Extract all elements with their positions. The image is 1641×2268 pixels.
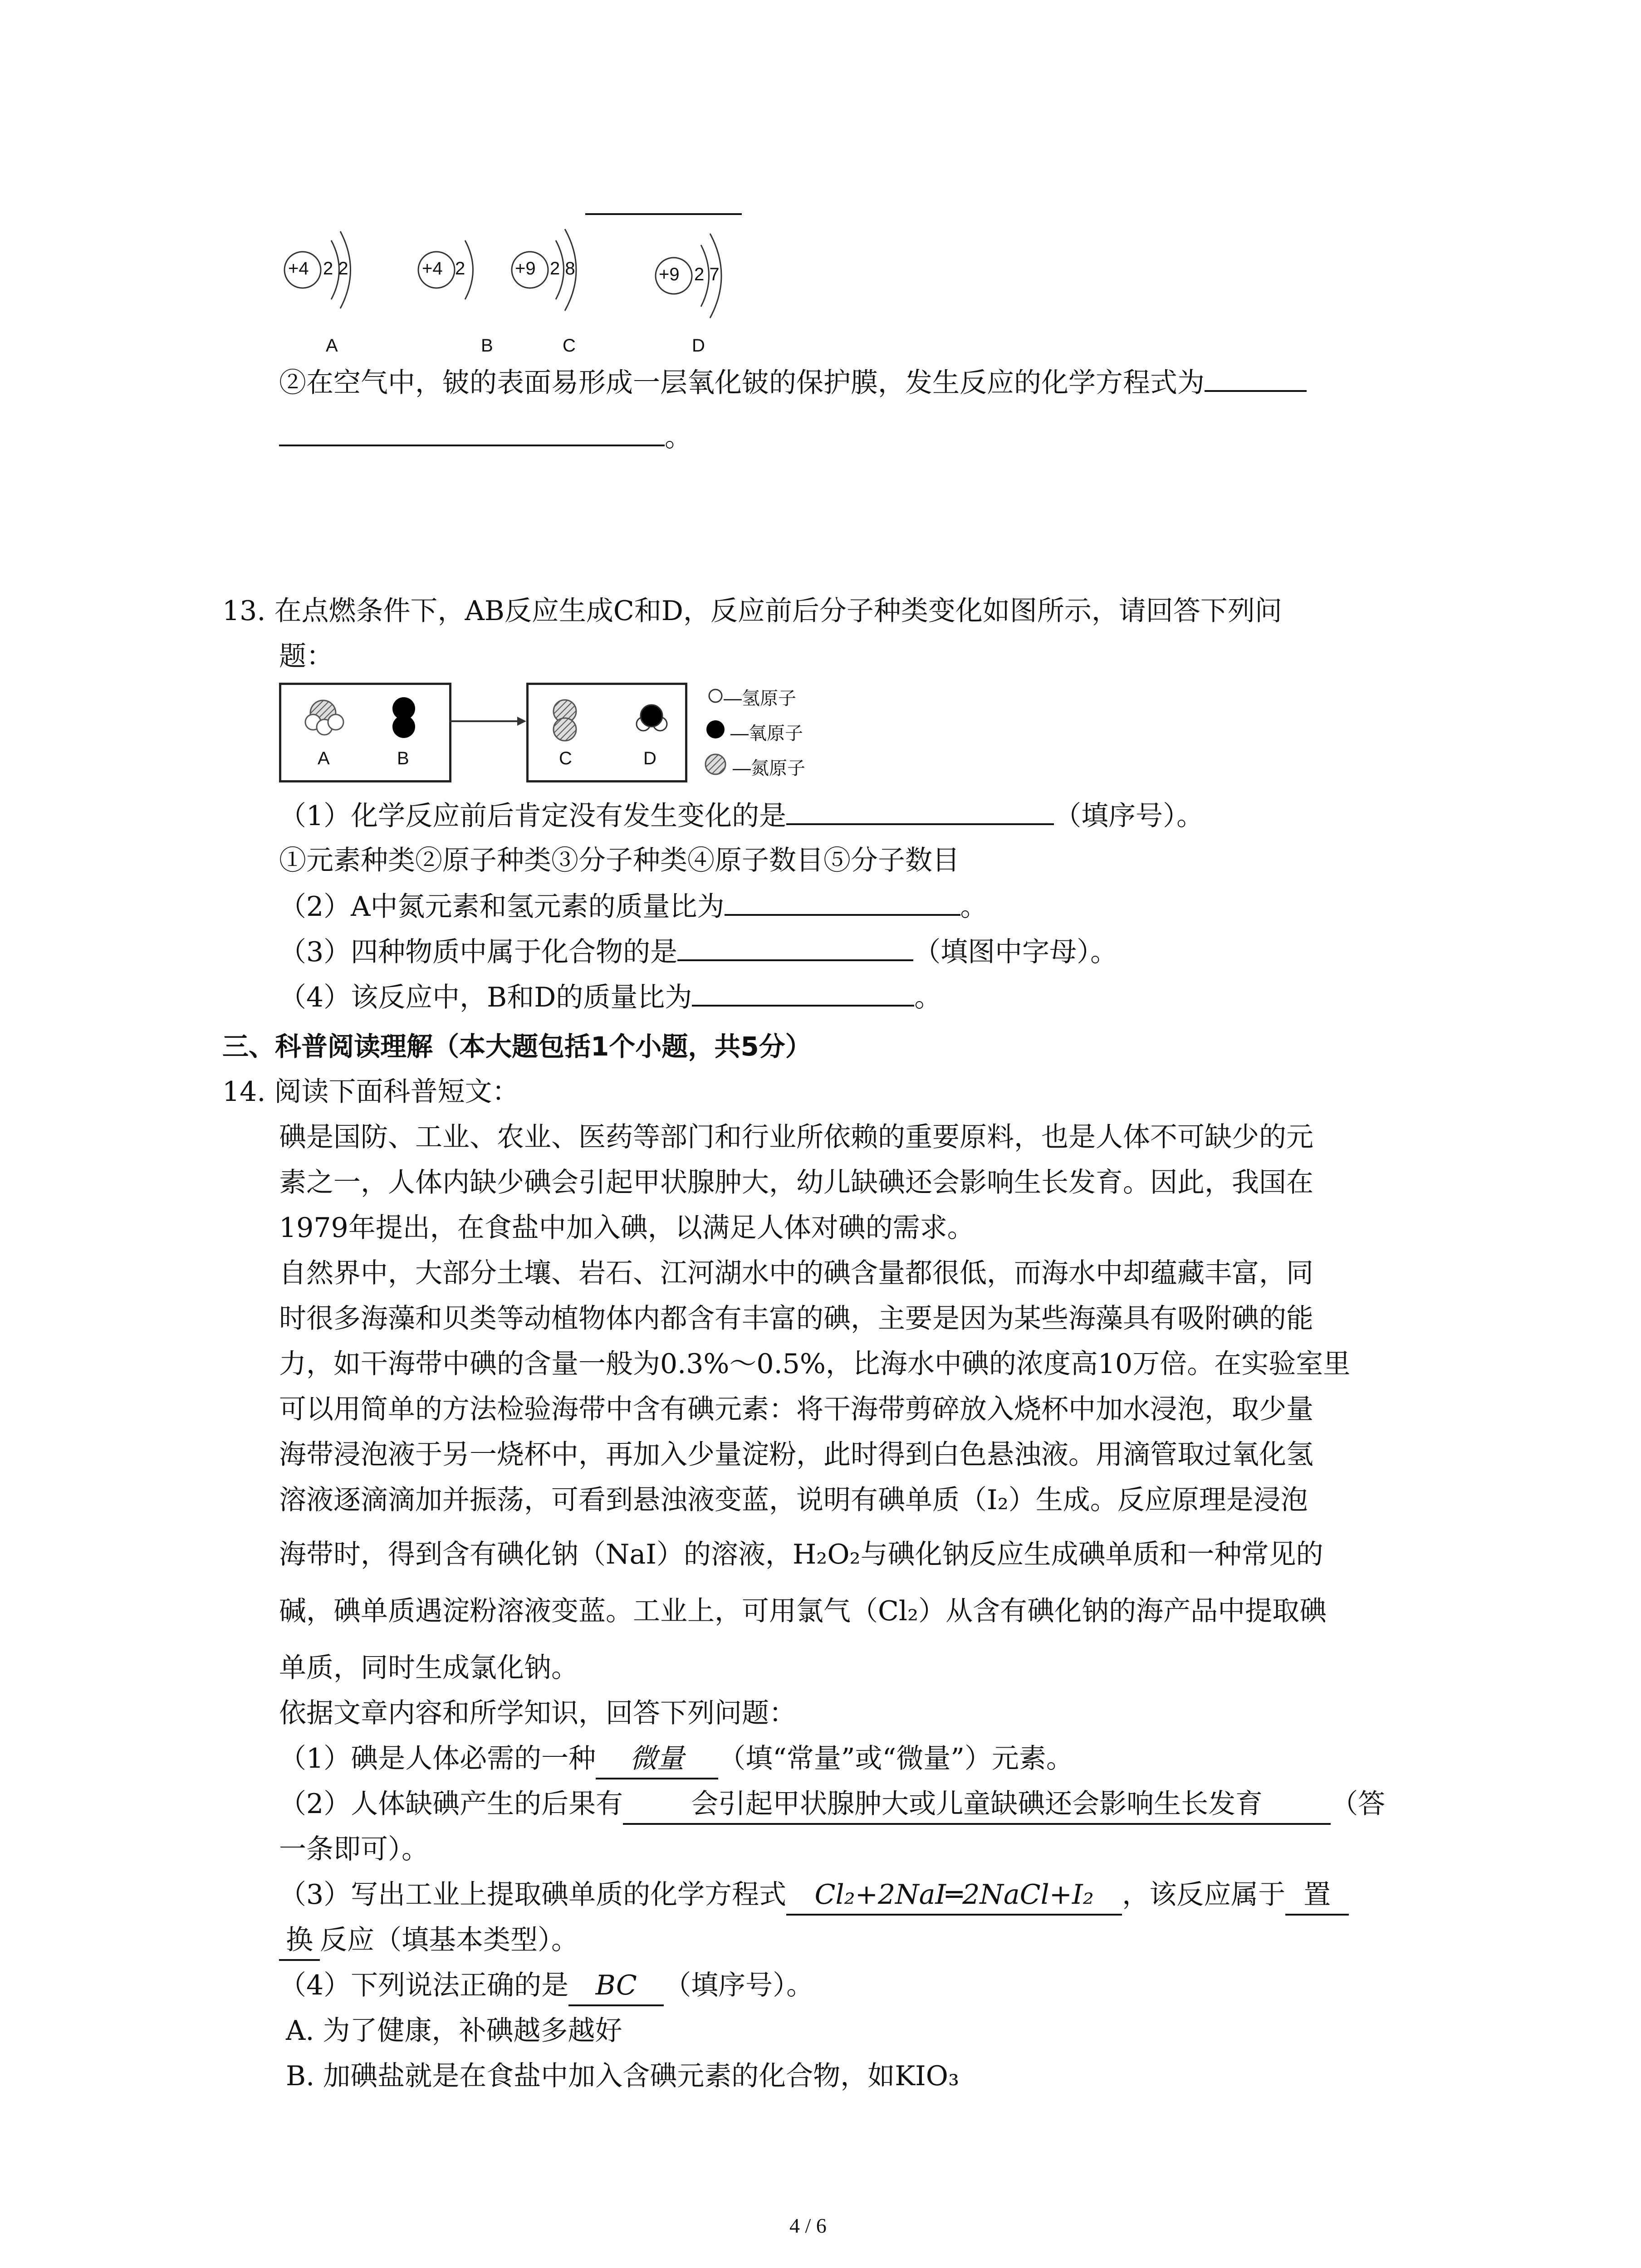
q13-sub4-blank[interactable] [692, 978, 914, 1007]
q14-sub3-type-answer-1[interactable]: 置 [1285, 1876, 1349, 1916]
q14-sub2-answer[interactable]: 会引起甲状腺肿大或儿童缺碘还会影响生长发育 [623, 1785, 1331, 1825]
atom-b-shells: 2 [455, 259, 465, 279]
legend-hydrogen-icon [709, 689, 722, 702]
atom-a-shells: 2 2 [323, 259, 348, 279]
q13-stem-2: 题： [279, 640, 333, 672]
reactant-label-b: B [397, 748, 409, 768]
passage-line-5: 时很多海藻和贝类等动植物体内都含有丰富的碘，主要是因为某些海藻具有吸附碘的能 [279, 1303, 1313, 1334]
legend-hydrogen: —氢原子 [724, 689, 796, 709]
atom-label-a: A [326, 336, 338, 356]
q14-sub3-type-answer-2[interactable]: 换 [279, 1921, 320, 1961]
atom-label-c: C [563, 336, 576, 356]
q14-option-a: A. 为了健康，补碘越多越好 [286, 2015, 622, 2047]
atom-a-nucleus: +4 [288, 259, 309, 279]
q14-sub4-answer[interactable]: BC [568, 1966, 664, 2006]
q13-sub2: （2）A中氮元素和氢元素的质量比为 。 [279, 887, 988, 926]
atom-c-nucleus: +9 [515, 259, 536, 279]
atom-b-nucleus: +4 [422, 259, 443, 279]
product-label-c: C [559, 748, 572, 768]
q13-options: ①元素种类②原子种类③分子种类④原子数目⑤分子数目 [279, 845, 960, 876]
q13-sub4: （4）该反应中，B和D的质量比为 。 [279, 978, 941, 1017]
atom-d-nucleus: +9 [659, 264, 680, 284]
molecule-c [554, 700, 576, 741]
section-3-title: 三、科普阅读理解（本大题包括1个小题，共5分） [222, 1031, 812, 1062]
atom-d-shells: 2 7 [694, 264, 720, 284]
q13-sub1-blank[interactable] [786, 796, 1054, 825]
q14-sub2: （2）人体缺碘产生的后果有 会引起甲状腺肿大或儿童缺碘还会影响生长发育 （答 [279, 1785, 1385, 1825]
molecule-d [637, 705, 667, 731]
passage-line-11: 碱，碘单质遇淀粉溶液变蓝。工业上，可用氯气（Cl₂）从含有碘化钠的海产品中提取碘 [279, 1595, 1327, 1627]
molecule-b [392, 697, 415, 738]
passage-line-8: 海带浸泡液于另一烧杯中，再加入少量淀粉，此时得到白色悬浊液。用滴管取过氧化氢 [279, 1439, 1313, 1471]
page-number: 4 / 6 [789, 2214, 827, 2237]
passage-line-4: 自然界中，大部分土壤、岩石、江河湖水中的碘含量都很低，而海水中却蕴藏丰富，同 [279, 1257, 1313, 1289]
passage-line-3: 1979年提出，在食盐中加入碘，以满足人体对碘的需求。 [279, 1212, 975, 1244]
q12-answer-blank-2[interactable] [279, 417, 665, 446]
q14-sub4: （4）下列说法正确的是 BC （填序号）。 [279, 1966, 813, 2006]
q12-part2-text: ②在空气中，铍的表面易形成一层氧化铍的保护膜，发生反应的化学方程式为 [279, 367, 1205, 399]
passage-line-13: 依据文章内容和所学知识，回答下列问题： [279, 1697, 796, 1729]
molecule-a [305, 700, 343, 735]
q14-stem: 14. 阅读下面科普短文： [222, 1076, 519, 1108]
atom-label-b: B [481, 336, 493, 356]
passage-line-7: 可以用简单的方法检验海带中含有碘元素：将干海带剪碎放入烧杯中加水浸泡，取少量 [279, 1393, 1313, 1425]
q12-part2-line [279, 363, 1307, 402]
q13-sub1: （1）化学反应前后肯定没有发生变化的是 （填序号）。 [279, 796, 1204, 835]
atom-c-shells: 2 8 [550, 259, 575, 279]
passage-line-9: 溶液逐滴滴加并振荡，可看到悬浊液变蓝，说明有碘单质（I₂）生成。反应原理是浸泡 [279, 1484, 1308, 1516]
q14-sub3-answer[interactable]: Cl₂+2NaI═2NaCl+I₂ [786, 1876, 1122, 1916]
q13-stem: 13. 在点燃条件下，AB反应生成C和D，反应前后分子种类变化如图所示，请回答下列问 [222, 595, 1282, 627]
q14-sub3-cont: 换 反应（填基本类型）。 [279, 1921, 578, 1961]
legend-oxygen: —氧原子 [730, 723, 803, 743]
atom-label-d: D [692, 336, 705, 356]
q12-part2-end: 。 [665, 421, 692, 453]
legend-oxygen-icon [706, 720, 725, 738]
q13-sub3: （3）四种物质中属于化合物的是 （填图中字母）。 [279, 932, 1117, 971]
passage-line-2: 素之一，人体内缺少碘会引起甲状腺肿大，幼儿缺碘还会影响生长发育。因此，我国在 [279, 1167, 1313, 1198]
product-label-d: D [643, 748, 656, 768]
passage-line-12: 单质，同时生成氯化钠。 [279, 1652, 578, 1684]
q14-sub3: （3）写出工业上提取碘单质的化学方程式 Cl₂+2NaI═2NaCl+I₂ ，该反应属于 置 [279, 1876, 1349, 1916]
passage-line-10: 海带时，得到含有碘化钠（NaI）的溶液，H₂O₂与碘化钠反应生成碘单质和一种常见的 [279, 1539, 1323, 1570]
legend-nitrogen-icon [705, 754, 725, 774]
passage-line-1: 碘是国防、工业、农业、医药等部门和行业所依赖的重要原料，也是人体不可缺少的元 [279, 1121, 1313, 1153]
reactant-label-a: A [318, 748, 330, 768]
q14-sub1-answer[interactable]: 微量 [596, 1740, 718, 1779]
q13-sub2-blank[interactable] [725, 887, 960, 916]
q12-answer-blank-1[interactable] [1205, 363, 1307, 392]
q14-sub2-cont: 一条即可）。 [279, 1833, 429, 1865]
q14-option-b: B. 加碘盐就是在食盐中加入含碘元素的化合物，如KIO₃ [286, 2060, 960, 2092]
q13-sub3-blank[interactable] [677, 932, 913, 961]
legend-nitrogen: —氮原子 [733, 758, 805, 778]
passage-line-6: 力，如干海带中碘的含量一般为0.3%～0.5%，比海水中碘的浓度高10万倍。在实验室里 [279, 1348, 1351, 1380]
q14-sub1: （1）碘是人体必需的一种 微量 （填“常量”或“微量”）元素。 [279, 1740, 1073, 1779]
q12-part2-line2 [279, 417, 692, 456]
